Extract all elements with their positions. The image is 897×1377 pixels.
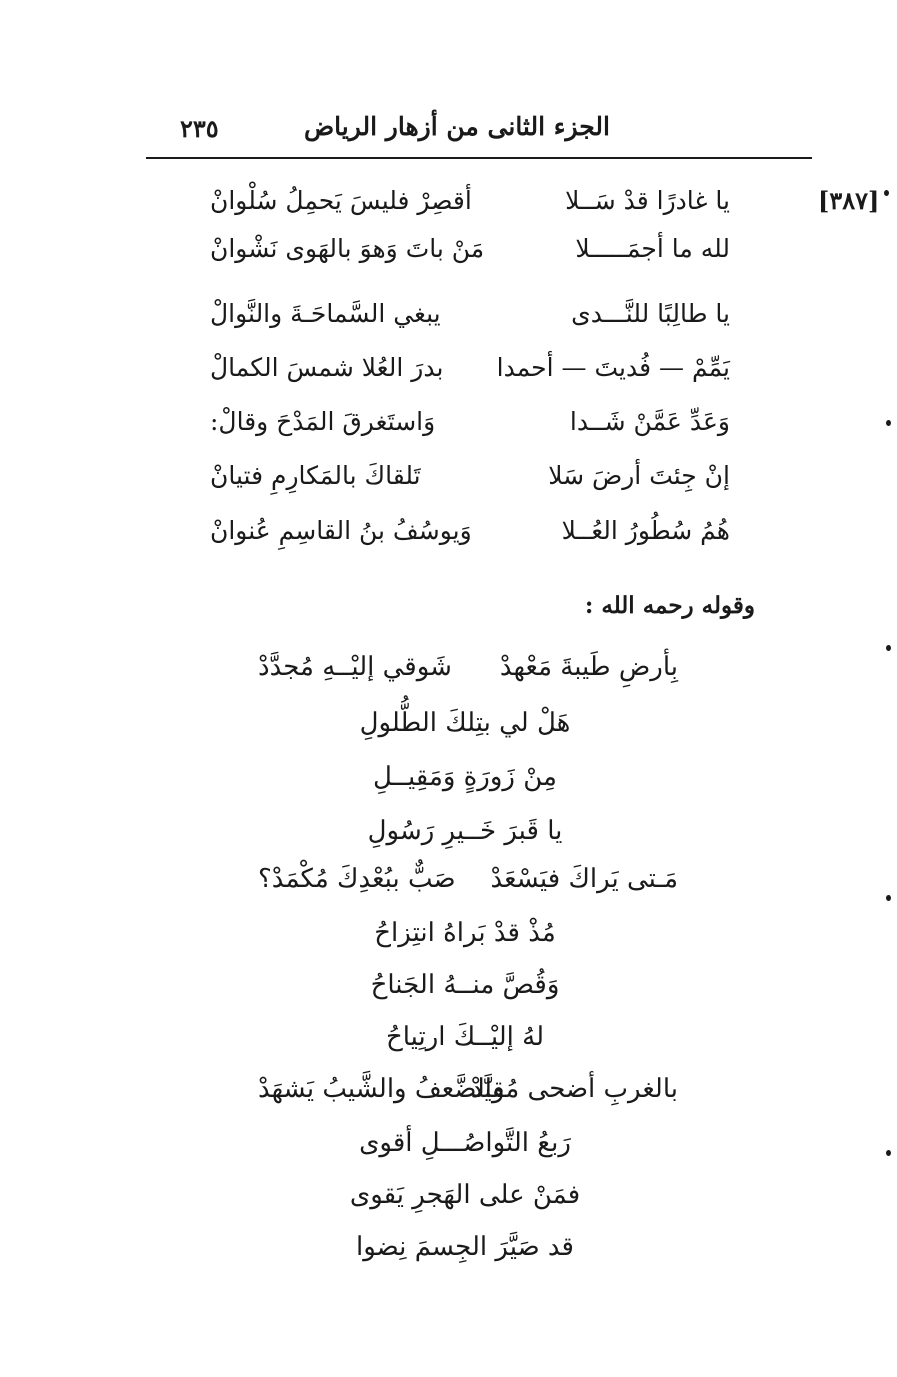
short-line: فمَنْ على الهَجرِ يَقوى — [349, 1180, 581, 1210]
verse-first-hemistich: بِأرضِ طَيبةَ مَعْهدْ — [499, 652, 678, 682]
short-line: يا قَبرَ خَــيرِ رَسُولِ — [367, 816, 563, 846]
short-line: مُذْ قدْ بَراهُ انتِزاحُ — [374, 918, 556, 948]
short-line: رَبعُ التَّواصُـــلِ أقوى — [359, 1128, 571, 1158]
margin-dot — [886, 420, 891, 426]
verse-second-hemistich: أقصِرْ فليسَ يَحمِلُ سُلْوانْ — [210, 186, 472, 215]
verse-first-hemistich: يَمِّمْ — فُديتَ — أحمدا — [496, 353, 730, 382]
short-line: هَلْ لي بتِلكَ الطُّلولِ — [359, 708, 571, 738]
verse-first-hemistich: مَـتى يَراكَ فيَسْعَدْ — [490, 864, 678, 894]
verse-second-hemistich: وَاستَغرقَ المَدْحَ وقالْ: — [210, 407, 436, 436]
verse — [210, 407, 730, 451]
margin-dot — [886, 645, 891, 651]
poem-intro: وقوله رحمه الله : — [584, 592, 755, 619]
verse — [210, 186, 730, 230]
verse-first-hemistich: يا طالِبًا للنَّـــدى — [571, 299, 730, 328]
verse — [210, 299, 730, 343]
verse-first-hemistich: يا غادرًا قدْ سَــلا — [565, 186, 730, 215]
margin-dot — [886, 1150, 891, 1156]
verse-second-hemistich: شَوقي إليْــهِ مُجدَّدْ — [258, 652, 452, 682]
page-number: ٢٣٥ — [180, 114, 219, 143]
verse — [210, 516, 730, 560]
verse — [258, 864, 678, 910]
verse — [210, 353, 730, 397]
verse-second-hemistich: يبغي السَّماحَـةَ والنَّوالْ — [210, 299, 441, 328]
verse-second-hemistich: تَلقاكَ بالمَكارِمِ فتيانْ — [210, 461, 421, 490]
header-rule — [146, 157, 812, 159]
short-line: مِنْ زَورَةٍ وَمَقِيــلِ — [373, 762, 557, 792]
verse-first-hemistich: هُمُ سُطُورُ العُــلا — [561, 516, 730, 545]
verse-second-hemistich: والضَّعفُ والشَّيبُ يَشهَدْ — [258, 1074, 505, 1104]
header-title: الجزء الثانى من أزهار الرياض — [303, 112, 610, 141]
verse — [210, 461, 730, 505]
verse-second-hemistich: بدرَ العُلا شمسَ الكمالْ — [210, 353, 444, 382]
margin-dot — [886, 895, 891, 901]
verse-second-hemistich: صَبٌّ ببُعْدِكَ مُكْمَدْ؟ — [258, 864, 456, 894]
short-line: وَقُصَّ منــهُ الجَناحُ — [370, 970, 560, 1000]
margin-dot — [884, 190, 889, 196]
verse-second-hemistich: وَيوسُفُ بنُ القاسِمِ عُنوانْ — [210, 516, 472, 545]
margin-entry-number: [٣٨٧] — [818, 186, 880, 215]
short-line: لهُ إليْــكَ ارتِياحُ — [385, 1022, 545, 1052]
short-line: قد صَيَّرَ الجِسمَ نِضوا — [355, 1232, 574, 1262]
verse — [258, 1074, 678, 1120]
verse-second-hemistich: مَنْ باتَ وَهوَ بالهَوى نَشْوانْ — [210, 234, 485, 263]
verse-first-hemistich: وَعَدِّ عَمَّنْ شَــدا — [569, 407, 730, 436]
verse — [258, 652, 678, 698]
verse-first-hemistich: إنْ جِئتَ أرضَ سَلا — [548, 461, 730, 490]
verse-first-hemistich: لله ما أجمَـــــلا — [575, 234, 730, 263]
verse — [210, 234, 730, 278]
verse-first-hemistich: بالغربِ أضحى مُقيَّدْ — [470, 1074, 678, 1104]
